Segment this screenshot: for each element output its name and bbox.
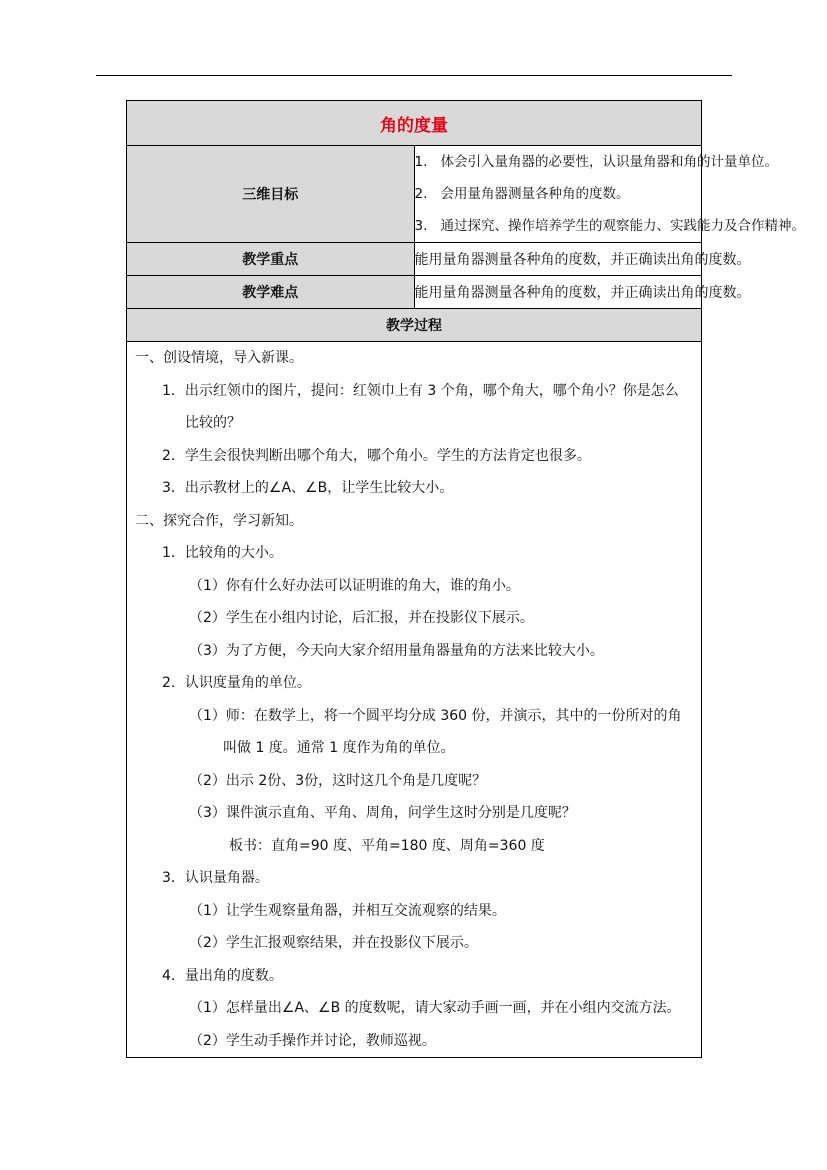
process-line: 2．学生会很快判断出哪个角大，哪个角小。学生的方法肯定也很多。 xyxy=(162,447,591,464)
process-line: 板书：直角=90 度、平角=180 度、周角=360 度 xyxy=(229,837,545,854)
process-line: 叫做 1 度。通常 1 度作为角的单位。 xyxy=(223,740,455,756)
process-line: 3．认识量角器。 xyxy=(162,870,269,886)
lesson-plan-table xyxy=(126,100,805,1058)
process-line: 2．认识度量角的单位。 xyxy=(162,675,311,691)
process-line: 一、创设情境，导入新课。 xyxy=(135,350,303,366)
process-line: 4．量出角的度数。 xyxy=(162,967,283,984)
header-rule xyxy=(96,75,732,76)
key-point-label: 教学重点 xyxy=(127,243,415,276)
process-line: 1．出示红领巾的图片，提问：红领巾上有 3 个角，哪个角大，哪个角小？你是怎么 xyxy=(162,382,679,399)
process-heading: 教学过程 xyxy=(127,309,702,342)
process-line: （1）你有什么好办法可以证明谁的角大，谁的角小。 xyxy=(189,577,520,594)
goal-item: 1. 体会引入量角器的必要性，认识量角器和角的计量单位。 xyxy=(414,154,778,170)
goals-list xyxy=(414,146,805,243)
process-line: （1）让学生观察量角器，并相互交流观察的结果。 xyxy=(189,902,506,919)
process-line: 二、探究合作，学习新知。 xyxy=(135,512,303,529)
difficulty-label: 教学难点 xyxy=(127,276,415,309)
process-line: （2）学生动手操作并讨论，教师巡视。 xyxy=(189,1032,436,1049)
process-line: 比较的？ xyxy=(185,415,241,431)
process-line: （3）为了方便，今天向大家介绍用量角器量角的方法来比较大小。 xyxy=(189,642,604,659)
process-line: （2）出示 2份、3份，这时这几个角是几度呢？ xyxy=(189,772,487,789)
goal-item: 3. 通过探究、操作培养学生的观察能力、实践能力及合作精神。 xyxy=(414,218,805,234)
process-line: 1．比较角的大小。 xyxy=(162,545,283,561)
process-line: 3．出示教材上的∠A、∠B，让学生比较大小。 xyxy=(162,480,454,496)
process-line: （2）学生汇报观察结果，并在投影仪下展示。 xyxy=(189,935,478,951)
goal-item: 2. 会用量角器测量各种角的度数。 xyxy=(414,186,630,202)
difficulty-text: 能用量角器测量各种角的度数，并正确读出角的度数。 xyxy=(414,276,702,309)
process-line: （1）师：在数学上，将一个圆平均分成 360 份，并演示，其中的一份所对的角 xyxy=(189,707,682,724)
process-body xyxy=(127,342,702,1058)
process-line: （2）学生在小组内讨论，后汇报，并在投影仪下展示。 xyxy=(189,610,534,626)
lesson-title: 角的度量 xyxy=(127,101,702,146)
process-line: （3）课件演示直角、平角、周角，问学生这时分别是几度呢？ xyxy=(189,805,576,821)
process-line: （1）怎样量出∠A、∠B 的度数呢，请大家动手画一画，并在小组内交流方法。 xyxy=(189,1000,681,1016)
key-point-text: 能用量角器测量各种角的度数，并正确读出角的度数。 xyxy=(414,243,702,276)
goals-label: 三维目标 xyxy=(127,146,415,243)
